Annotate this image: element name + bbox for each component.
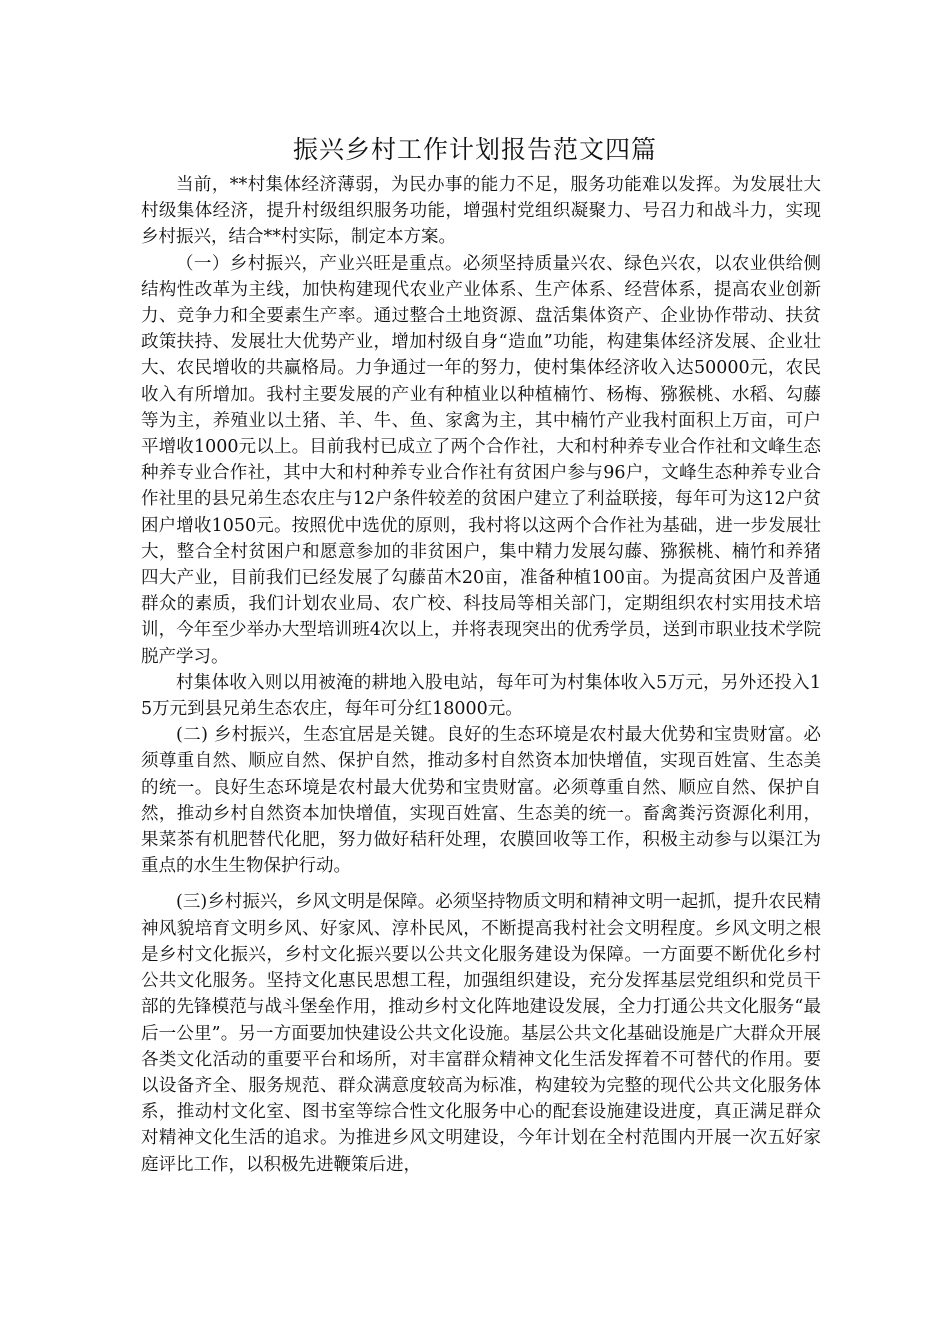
document-body xyxy=(141,172,821,1178)
paragraph-collective-income: 村集体收入则以用被淹的耕地入股电站，每年可为村集体收入5万元，另外还投入15万元到县兄弟生态农庄，每年可分红18000元。 xyxy=(141,672,821,720)
paragraph-intro: 当前，**村集体经济薄弱，为民办事的能力不足，服务功能难以发挥。为发展壮大村级集体经济，提升村级组织服务功能，增强村党组织凝聚力、号召力和战斗力，实现乡村振兴，结合**村实际，制定本方案。 xyxy=(141,175,821,248)
paragraph-section-1: （一）乡村振兴，产业兴旺是重点。必须坚持质量兴农、绿色兴农，以农业供给侧结构性改革为主线，加快构建现代农业产业体系、生产体系、经营体系，提高农业创新力、竞争力和全要素生产率。通过整合土地资源、盘活集体资产、企业协作带动、扶贫政策扶持、发展壮大优势产业，增加村级自身“造血”功能，构建集体经济发展、企业壮大、农民增收的共赢格局。力争通过一年的努力，使村集体经济收入达50000元，农民收入有所增加。我村主要发展的产业有种植业以种植楠竹、杨梅、猕猴桃、水稻、勾藤等为主，养殖业以土猪、羊、牛、鱼、家禽为主，其中楠竹产业我村面积上万亩，可户平增收1000元以上。目前我村已成立了两个合作社，大和村种养专业合作社和文峰生态种养专业合作社，其中大和村种养专业合作社有贫困户参与96户，文峰生态种养专业合作社里的县兄弟生态农庄与12户条件较差的贫困户建立了利益联接，每年可为这12户贫困户增收1050元。按照优中选优的原则，我村将以这两个合作社为基础，进一步发展壮大，整合全村贫困户和愿意参加的非贫困户，集中精力发展勾藤、猕猴桃、楠竹和养猪四大产业，目前我们已经发展了勾藤苗木20亩，准备种植100亩。为提高贫困户及普通群众的素质，我们计划农业局、农广校、科技局等相关部门，定期组织农村实用技术培训，今年至少举办大型培训班4次以上，并将表现突出的优秀学员，送到市职业技术学院脱产学习。 xyxy=(141,253,821,667)
document-title: 振兴乡村工作计划报告范文四篇 xyxy=(292,135,657,164)
paragraph-section-2: (二) 乡村振兴，生态宜居是关键。良好的生态环境是农村最大优势和宝贵财富。必须尊重自然、顺应自然、保护自然，推动多村自然资本加快增值，实现百姓富、生态美的统一。良好生态环境是农村最大优势和宝贵财富。必须尊重自然、顺应自然、保护自然，推动乡村自然资本加快增值，实现百姓富、生态美的统一。畜禽粪污资源化利用，果菜茶有机肥替代化肥，努力做好秸秆处理，农膜回收等工作，积极主动参与以渠江为重点的水生生物保护行动。 xyxy=(141,725,821,877)
paragraph-section-3: (三)乡村振兴，乡风文明是保障。必须坚持物质文明和精神文明一起抓，提升农民精神风貌培育文明乡风、好家风、淳朴民风，不断提高我村社会文明程度。乡风文明之根是乡村文化振兴，乡村文化振兴要以公共文化服务建设为保障。一方面要不断优化乡村公共文化服务。坚持文化惠民思想工程，加强组织建设，充分发挥基层党组织和党员干部的先锋模范与战斗堡垒作用，推动乡村文化阵地建设发展，全力打通公共文化服务“最后一公里”。另一方面要加快建设公共文化设施。基层公共文化基础设施是广大群众开展各类文化活动的重要平台和场所，对丰富群众精神文化生活发挥着不可替代的作用。要以设备齐全、服务规范、群众满意度较高为标准，构建较为完整的现代公共文化服务体系，推动村文化室、图书室等综合性文化服务中心的配套设施建设进度，真正满足群众对精神文化生活的追求。为推进乡风文明建设，今年计划在全村范围内开展一次五好家庭评比工作，以积极先进鞭策后进， xyxy=(141,892,821,1175)
